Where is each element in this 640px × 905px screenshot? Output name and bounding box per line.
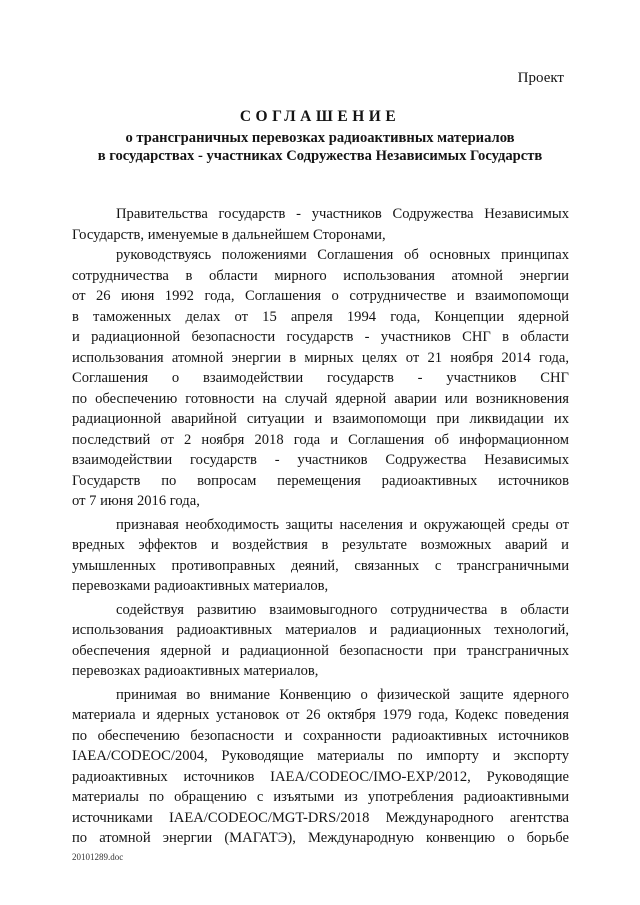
text-line: использования атомной энергии в мирных целях от 21 ноября 2014 года, xyxy=(72,349,569,366)
document-title: СОГЛАШЕНИЕ xyxy=(239,108,401,125)
guided-by-paragraph xyxy=(72,245,569,512)
text-line: Правительства государств - участников Содружества Независимых xyxy=(116,206,569,222)
text-line: обеспечения ядерной и радиационной безопасности при трансграничных xyxy=(72,642,569,659)
text-line: и радиационной безопасности государств - участников СНГ в области xyxy=(72,329,569,345)
text-line: радиационной аварийной ситуации и взаимопомощи при ликвидации их xyxy=(72,411,569,427)
text-line: материала и ядерных установок от 26 октября 1979 года, Кодекс поведения xyxy=(72,707,569,723)
text-line: от 26 июня 1992 года, Соглашения о сотрудничестве и взаимопомощи xyxy=(72,288,569,304)
text-line: в таможенных делах от 15 апреля 1994 года, Концепции ядерной xyxy=(72,308,569,325)
subtitle-line: о трансграничных перевозках радиоактивных материалов xyxy=(125,130,515,146)
text-line: руководствуясь положениями Соглашения об основных принципах xyxy=(116,247,569,263)
document-subtitle xyxy=(0,129,640,165)
text-line: умышленных противоправных деяний, связанных с трансграничными xyxy=(72,557,569,574)
draft-label: Проект xyxy=(517,70,564,86)
document-body xyxy=(72,204,569,849)
text-line: по атомной энергии (МАГАТЭ), Международную конвенцию о борьбе xyxy=(72,830,569,846)
promoting-paragraph xyxy=(72,600,569,682)
text-line: радиоактивных источников IAEA/CODEOC/IMO-EXP/2012, Руководящие xyxy=(72,768,569,785)
text-line: источниками IAEA/CODEOC/MGT-DRS/2018 Международного агентства xyxy=(72,809,569,826)
text-line: IAEA/CODEOC/2004, Руководящие материалы по импорту и экспорту xyxy=(72,748,569,764)
text-line: материалы по обращению с изъятыми из употребления радиоактивными xyxy=(72,789,569,805)
text-line: содействуя развитию взаимовыгодного сотрудничества в области xyxy=(116,601,569,618)
recognizing-paragraph xyxy=(72,515,569,597)
text-line: последствий от 2 ноября 2018 года и Соглашения об информационном xyxy=(72,431,569,448)
text-line: Государств, именуемые в дальнейшем Сторонами, xyxy=(72,226,386,243)
text-line: перевозках радиоактивных материалов, xyxy=(72,663,319,679)
text-line: Государств по вопросам перемещения радиоактивных источников xyxy=(72,472,569,489)
footer-file-name: 20101289.doc xyxy=(72,852,124,862)
text-line: перевозками радиоактивных материалов, xyxy=(72,578,329,594)
preamble-paragraph xyxy=(72,204,569,245)
text-line: вредных эффектов и воздействия в результате возможных аварий и xyxy=(72,537,569,553)
text-line: сотрудничества в области мирного использования атомной энергии xyxy=(72,267,569,284)
text-line: признавая необходимость защиты населения и окружающей среды от xyxy=(116,516,569,533)
text-line: по обеспечению готовности на случай ядерной аварии или возникновения xyxy=(72,390,569,407)
text-line: принимая во внимание Конвенцию о физической защите ядерного xyxy=(116,686,569,703)
text-line: по обеспечению безопасности и сохранности радиоактивных источников xyxy=(72,727,569,744)
subtitle-line: в государствах - участниках Содружества Независимых Государств xyxy=(97,148,543,164)
text-line: Соглашения о взаимодействии государств - участников СНГ xyxy=(72,370,569,386)
text-line: взаимодействии государств - участников Содружества Независимых xyxy=(72,452,569,468)
text-line: от 7 июня 2016 года, xyxy=(72,493,200,509)
taking-into-account-paragraph xyxy=(72,685,569,849)
text-line: использования радиоактивных материалов и радиационных технологий, xyxy=(72,622,569,638)
